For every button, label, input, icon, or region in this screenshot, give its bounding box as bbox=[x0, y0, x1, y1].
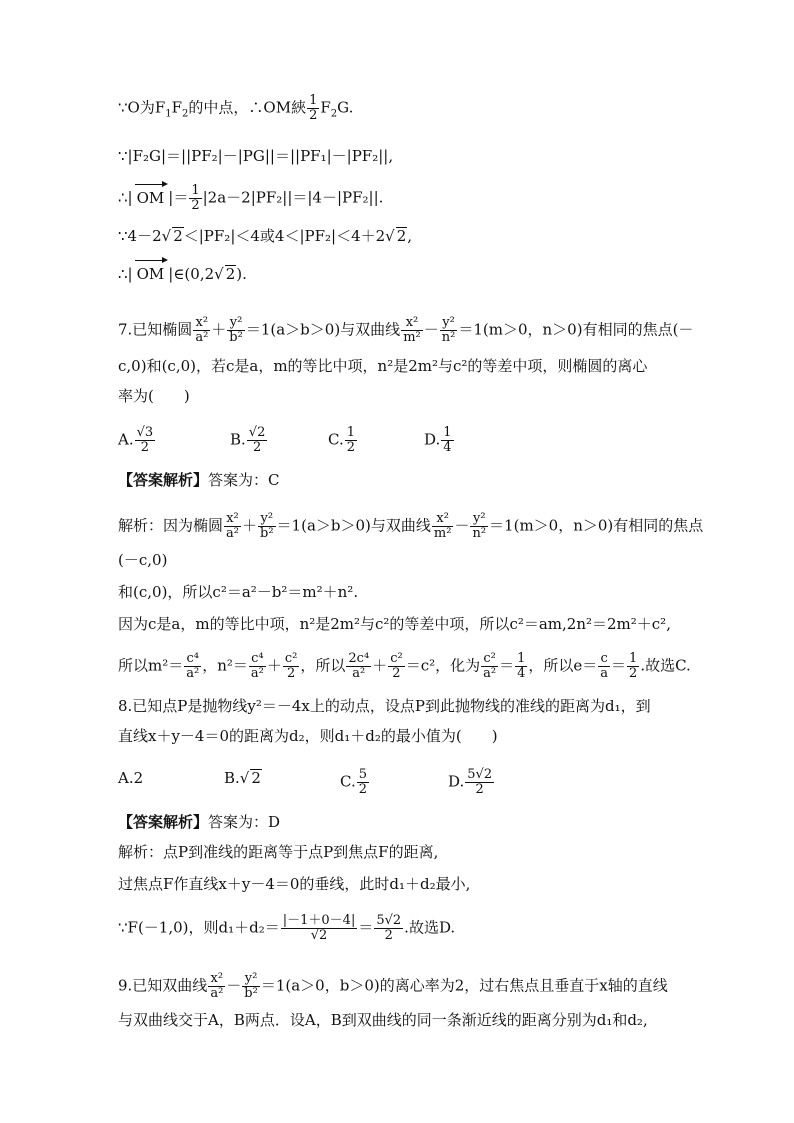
answer-7-line-5: 所以m²＝ $\frac{\text{c⁴}}{\text{a²}}$ ，n²＝ $\frac{\text{c⁴}}{\text{a²}}$ ＋ $\frac{\text{c²}}{2}$ ，所以 $\frac{\text{2c⁴}}{\text{a²}}$ ＋ $\frac{\text{c²}}{2}$ ＝c²，化为 $\frac{\text{c²}}{\text{a²}}$ ＝ $\frac{1}{4}$ ，所以e＝ $\frac{c}{a}$ ＝ $\frac{1}{2}$ .故选C. bbox=[118, 651, 691, 681]
question-8-option-d: D. $\frac{5√2}{2}$ bbox=[448, 767, 493, 797]
question-7-option-a: A. $\frac{√3}{2}$ bbox=[118, 425, 154, 455]
answer-8-header: 【答案解析】答案为：D bbox=[118, 813, 281, 831]
question-8-line-2: 直线x＋y－4＝0的距离为d₂，则d₁＋d₂的最小值为( ) bbox=[118, 727, 498, 745]
line-om-range: ∴| OM |∈(0,2√ 2). bbox=[118, 265, 247, 283]
question-8-line-1: 8.已知点P是抛物线y²＝－4x上的动点，设点P到此抛物线的准线的距离为d₁，到 bbox=[118, 697, 651, 715]
line-f2g: ∵|F₂G|＝||PF₂|－|PG||＝||PF₁|－|PF₂||, bbox=[118, 147, 394, 165]
answer-7-line-1: 解析：因为椭圆 $\frac{\text{x²}}{\text{a²}}$ ＋ $\frac{\text{y²}}{\text{b²}}$ ＝1(a＞b＞0)与双曲线 $\frac{\text{x²}}{\text{m²}}$ － $\frac{\text{y²}}{\text{n²}}$ ＝1(m＞0，n＞0)有相同的焦点 bbox=[118, 511, 704, 541]
line-om-modulus: ∴| OM |＝ $\frac{1}{2}$ |2a－2|PF₂||＝|4－|PF₂||. bbox=[118, 183, 384, 213]
question-9-line-2: 与双曲线交于A，B两点．设A，B到双曲线的同一条渐近线的距离分别为d₁和d₂, bbox=[118, 1011, 648, 1029]
question-7-line-1: 7.已知椭圆 $\frac{\text{x²}}{\text{a²}}$ ＋ $\frac{\text{y²}}{\text{b²}}$ ＝1(a＞b＞0)与双曲线 $\frac{\text{x²}}{\text{m²}}$ － $\frac{\text{y²}}{\text{n²}}$ ＝1(m＞0，n＞0)有相同的焦点(－ bbox=[118, 315, 694, 345]
question-7-option-c: C. $\frac{1}{2}$ bbox=[328, 425, 355, 455]
question-8-option-a: A.2 bbox=[118, 769, 144, 787]
question-8-option-b: B.√ 2 bbox=[224, 769, 261, 787]
question-7-line-2: c,0)和(c,0)，若c是a，m的等比中项，n²是2m²与c²的等差中项，则椭圆的离心 bbox=[118, 357, 648, 375]
question-8-option-c: C. $\frac{5}{2}$ bbox=[340, 767, 367, 797]
answer-7-line-3: 和(c,0)，所以c²＝a²－b²＝m²＋n². bbox=[118, 583, 359, 601]
line-om-half: ∵O为$F_1F_2$的中点，∴OM綊 $\frac{1}{2}$ $F_2G$. bbox=[118, 93, 354, 123]
answer-8-line-3: ∵F(－1,0)，则d₁＋d₂＝ $\frac{|-1+0-4|}{√2}$ ＝ $\frac{5√2}{2}$ .故选D. bbox=[118, 913, 456, 943]
answer-8-line-2: 过焦点F作直线x＋y－4＝0的垂线，此时d₁＋d₂最小, bbox=[118, 875, 471, 893]
answer-7-line-4: 因为c是a，m的等比中项，n²是2m²与c²的等差中项，所以c²＝am,2n²＝2m²＋c², bbox=[118, 615, 671, 633]
answer-7-header: 【答案解析】答案为：C bbox=[118, 471, 280, 489]
question-9-line-1: 9.已知双曲线 $\frac{\text{x²}}{\text{a²}}$ － $\frac{\text{y²}}{\text{b²}}$ ＝1(a＞0，b＞0)的离心率为2，过右焦点且垂直于x轴的直线 bbox=[118, 971, 668, 1001]
question-7-option-d: D. $\frac{1}{4}$ bbox=[424, 425, 452, 455]
answer-7-line-2: (－c,0) bbox=[118, 551, 168, 569]
question-7-line-3: 率为( ) bbox=[118, 387, 190, 405]
question-7-option-b: B. $\frac{√2}{2}$ bbox=[230, 425, 266, 455]
line-pf2-range: ∵4－2√ 2＜|PF₂|＜4或4＜|PF₂|＜4＋2√ 2, bbox=[118, 227, 413, 245]
answer-8-line-1: 解析：点P到准线的距离等于点P到焦点F的距离, bbox=[118, 843, 439, 861]
